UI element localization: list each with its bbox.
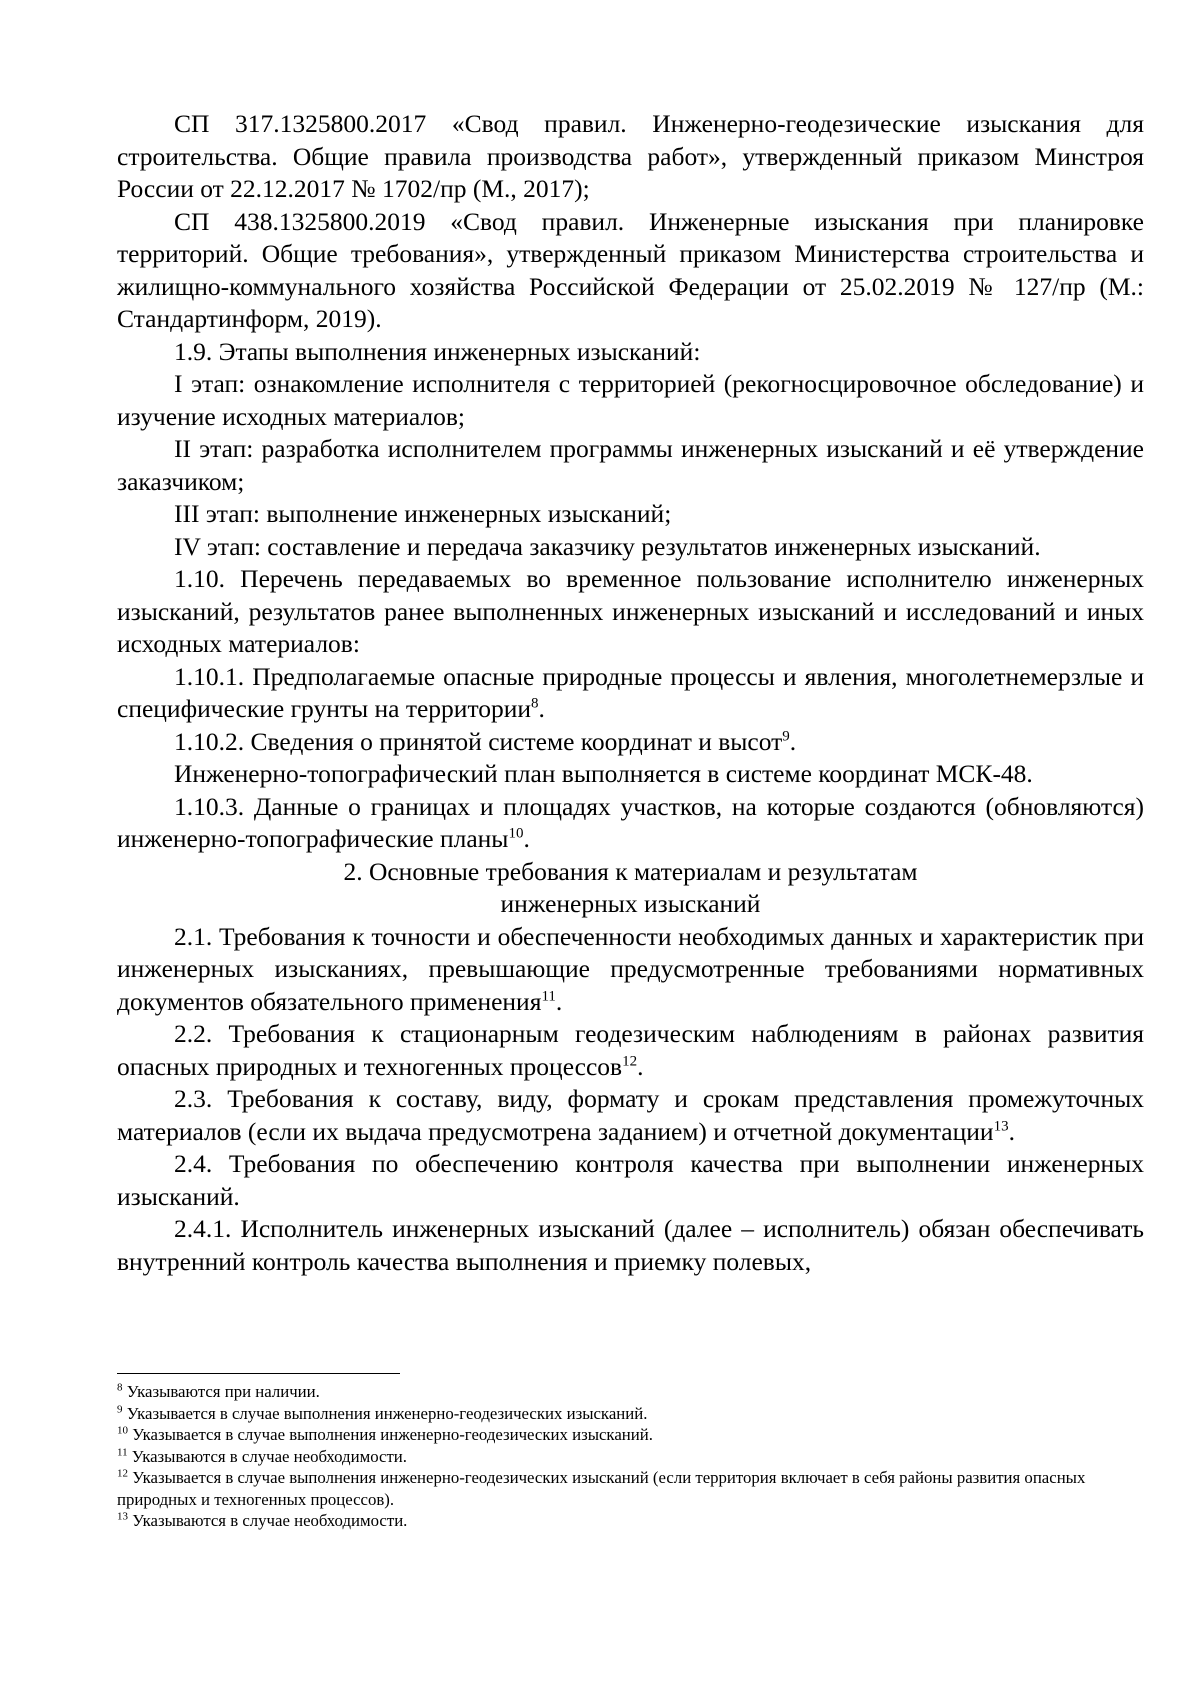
document-body [117, 108, 1144, 1278]
section-2-heading-line-2: инженерных изысканий [500, 889, 761, 918]
paragraph-1-10-1-end: . [538, 694, 545, 723]
paragraph-stage-4: IV этап: составление и передача заказчику результатов инженерных изысканий. [174, 531, 1041, 561]
footnote-text: Указывается в случае выполнения инженерно-геодезических изысканий (если территория включает в себя районы развития опасных природных и техногенных процессов). [117, 1468, 1086, 1509]
footnote-ref-11[interactable]: 11 [541, 988, 556, 1004]
footnote-ref-12[interactable]: 12 [622, 1053, 638, 1069]
paragraph-2-1 [117, 921, 1144, 1019]
footnote-11 [117, 1446, 1144, 1468]
footnote-10 [117, 1424, 1144, 1446]
footnote-number: 11 [117, 1445, 128, 1458]
paragraph-1-10-3-end: . [523, 824, 530, 853]
paragraph-1-10-3 [117, 791, 1144, 856]
footnote-number: 12 [117, 1467, 128, 1480]
paragraph-1-10: 1.10. Перечень передаваемых во временное пользование исполнителю инженерных изысканий, результатов ранее выполненных инженерных изысканий и исследований и иных исходных материалов: [117, 564, 1144, 658]
paragraph-stage-2: II этап: разработка исполнителем программы инженерных изысканий и её утверждение заказчиком; [117, 434, 1144, 496]
paragraph-stage-3: III этап: выполнение инженерных изысканий; [174, 499, 672, 528]
paragraph-2-3-text: 2.3. Требования к составу, виду, формату и срокам представления промежуточных материалов (если их выдача предусмотрена заданием) и отчетной документации [117, 1084, 1144, 1146]
footnote-ref-9[interactable]: 9 [782, 728, 790, 744]
footnote-13 [117, 1510, 1144, 1532]
footnote-number: 8 [117, 1381, 123, 1394]
paragraph-msk: Инженерно-топографический план выполняется в системе координат МСК-48. [174, 759, 1033, 788]
footnote-number: 9 [117, 1402, 123, 1415]
footnote-number: 13 [117, 1510, 128, 1523]
paragraph-sp317: СП 317.1325800.2017 «Свод правил. Инженерно-геодезические изыскания для строительства. Общие правила производства работ», утвержденный приказом Минстроя России от 22.12.2017 № 1702/пр (М., 2017); [117, 109, 1144, 203]
footnote-ref-10[interactable]: 10 [508, 825, 524, 842]
footnote-text: Указывается в случае выполнения инженерно-геодезических изысканий. [128, 1425, 653, 1444]
paragraph-2-4: 2.4. Требования по обеспечению контроля качества при выполнении инженерных изысканий. [117, 1149, 1144, 1211]
footnote-text: Указываются в случае необходимости. [128, 1511, 408, 1530]
paragraph-2-2 [117, 1018, 1144, 1083]
paragraph-1-10-1 [117, 661, 1144, 726]
paragraph-1-10-2-end: . [789, 726, 797, 756]
paragraph-1-10-1-text: 1.10.1. Предполагаемые опасные природные процессы и явления, многолетнемерзлые и специфические грунты на территории [117, 661, 1144, 723]
paragraph-2-4-1: 2.4.1. Исполнитель инженерных изысканий (далее – исполнитель) обязан обеспечивать внутренний контроль качества выполнения и приемку полевых, [117, 1214, 1144, 1276]
footnote-8 [117, 1381, 1144, 1403]
paragraph-sp438: СП 438.1325800.2019 «Свод правил. Инженерные изыскания при планировке территорий. Общие требования», утвержденный приказом Министерства строительства и жилищно-коммунального хозяйства Российской Федерации от 25.02.2019 № 127/пр (М.: Стандартинформ, 2019). [117, 206, 1144, 333]
section-2-heading-line-1: 2. Основные требования к материалам и результатам [343, 856, 918, 886]
paragraph-2-1-end: . [555, 986, 563, 1016]
paragraph-2-3 [117, 1083, 1144, 1148]
paragraph-2-1-text: 2.1. Требования к точности и обеспеченности необходимых данных и характеристик при инженерных изысканиях, превышающие предусмотренные требованиями нормативных документов обязательного применения [117, 921, 1144, 1016]
paragraph-2-3-end: . [1008, 1116, 1015, 1146]
footnote-number: 10 [117, 1424, 128, 1437]
footnote-separator [117, 1373, 400, 1374]
paragraph-1-10-3-text: 1.10.3. Данные о границах и площадях участков, на которые создаются (обновляются) инженерно-топографические планы [117, 791, 1144, 853]
paragraph-2-2-end: . [637, 1051, 644, 1081]
footnotes [117, 1381, 1144, 1532]
paragraph-1-10-2 [117, 726, 1144, 759]
footnote-ref-13[interactable]: 13 [993, 1118, 1009, 1134]
footnote-text: Указывается в случае выполнения инженерно-геодезических изысканий. [122, 1403, 648, 1423]
footnote-text: Указываются в случае необходимости. [127, 1446, 407, 1466]
paragraph-stage-1: I этап: ознакомление исполнителя с территорией (рекогносцировочное обследование) и изучение исходных материалов; [117, 369, 1144, 431]
footnote-9 [117, 1403, 1144, 1425]
footnote-12 [117, 1467, 1144, 1510]
paragraph-2-2-text: 2.2. Требования к стационарным геодезическим наблюдениям в районах развития опасных природных и техногенных процессов [117, 1019, 1144, 1081]
paragraph-1-10-2-text: 1.10.2. Сведения о принятой системе координат и высот [174, 726, 783, 756]
footnote-ref-8[interactable]: 8 [531, 695, 539, 712]
paragraph-1-9: 1.9. Этапы выполнения инженерных изысканий: [174, 336, 701, 366]
footnote-text: Указываются при наличии. [122, 1382, 320, 1401]
